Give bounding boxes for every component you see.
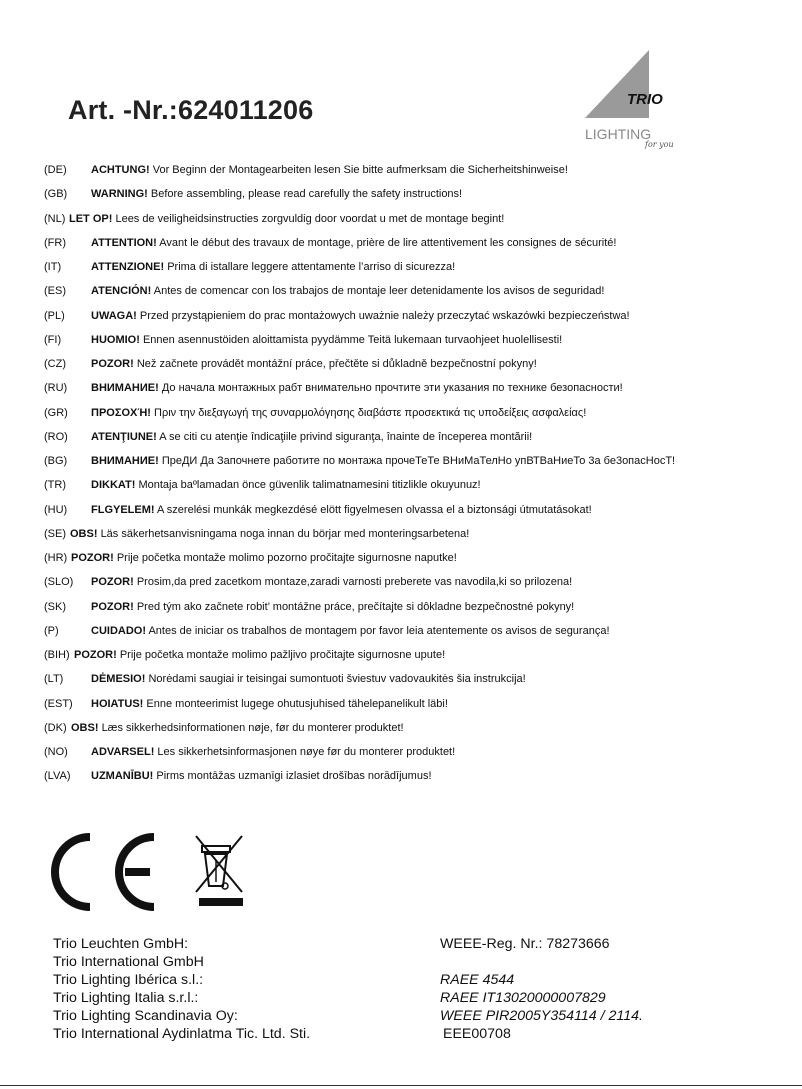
language-code: (P): [44, 624, 59, 637]
warning-text: [91, 595, 574, 619]
warning-body: Ennen asennustöiden aloittamista pyydämme Teitä lukemaan turvaohjeet huolellisesti!: [142, 333, 563, 346]
warning-body: Before assembling, please read carefully the safety instructions!: [150, 188, 463, 201]
company-name: Trio Lighting Scandinavia Oy:: [53, 1008, 238, 1024]
company-name: Trio Leuchten GmbH:: [53, 936, 189, 952]
language-code: (HR): [44, 552, 68, 564]
weee-crossed-bin-icon: [196, 836, 243, 906]
language-code: (BIH): [44, 649, 70, 661]
warning-text: [91, 667, 526, 691]
language-code: (GR): [44, 406, 68, 419]
warning-text: [91, 328, 562, 352]
trio-lighting-logo: [583, 50, 683, 152]
logo-tagline: LIGHTING: [585, 126, 652, 142]
registration-number: RAEE 4544: [440, 972, 515, 988]
warning-body: A szerelési munkák megkezdésé elött figyelmesen olvassa el a biztonsági útmutatásokat!: [157, 503, 592, 516]
language-code: (HU): [44, 503, 68, 516]
warning-label: FLGYELEM!: [91, 503, 155, 516]
warning-label: POZOR!: [71, 552, 114, 564]
warning-text: [69, 207, 504, 231]
language-code: (LT): [44, 673, 64, 686]
warning-row: [44, 182, 794, 206]
warning-label: ВНИМАНИЕ!: [91, 455, 159, 467]
warning-body: Než začnete provádět montážní práce, přečtěte si důkladně bezpečnostní pokyny!: [136, 358, 537, 370]
warning-row: [44, 546, 794, 570]
warning-body: Antes de comencar con los trabajos de montaje leer detenidamente los avisos de seguridad!: [153, 285, 605, 298]
warning-row: [44, 425, 794, 449]
language-code: (DK): [44, 721, 67, 734]
warning-label: UZMANĪBU!: [91, 770, 154, 783]
warning-label: HOIATUS!: [91, 697, 144, 710]
language-code: (ES): [44, 285, 66, 298]
warning-row: [44, 328, 794, 352]
warning-body: Les sikkerhetsinformasjonen nøye før du monterer produktet!: [157, 746, 456, 758]
warning-label: OBS!: [71, 721, 99, 734]
logo-slogan: for you: [645, 140, 674, 149]
warning-text: [91, 352, 537, 376]
warning-text: [70, 522, 469, 546]
warning-body: Avant le début des travaux de montage, prière de lire attentivement les consignes de sécurité!: [159, 236, 617, 249]
warning-body: Prije početka montaže molimo pozorno pročitajte sigurnosne naputke!: [116, 552, 457, 564]
warning-label: WARNING!: [91, 188, 148, 201]
warning-text: [91, 425, 532, 449]
warning-label: OBS!: [70, 527, 98, 540]
warning-body: Przed przystąpieniem do prac montażowych uważnie należy przeczytać wskazówki bezpieczeństwa!: [139, 309, 630, 322]
warning-body: Pirms montāžas uzmanīgi izlasiet drošības norādījumus!: [156, 770, 432, 783]
registration-number: RAEE IT13020000007829: [440, 990, 606, 1006]
warning-body: Prosim,da pred zacetkom montaze,zaradi varnosti preberete vas navodila,ki so prilozena!: [136, 576, 573, 589]
warning-label: HUOMIO!: [91, 333, 140, 346]
language-code: (LVA): [44, 770, 71, 783]
warning-row: [44, 473, 794, 497]
warning-label: POZOR!: [91, 358, 134, 370]
warning-body: До начала монтажных рабт внимательно прочтите эти указания по технике безопасности!: [161, 382, 623, 395]
language-code: (SLO): [44, 576, 74, 589]
language-code: (SK): [44, 600, 66, 613]
warning-text: [91, 158, 568, 182]
warning-row: [44, 498, 794, 522]
warning-row: [44, 643, 794, 667]
company-name: Trio International GmbH: [53, 954, 204, 970]
warning-text: [91, 401, 586, 425]
warning-body: Prije početka montaže molimo pažljivo pročitajte sigurnosne upute!: [119, 649, 446, 661]
warning-label: ATENŢIUNE!: [91, 430, 157, 443]
warning-row: [44, 667, 794, 691]
warning-row: [44, 449, 794, 473]
warning-text: [91, 449, 675, 473]
language-code: (EST): [44, 697, 73, 710]
registration-number: [440, 953, 643, 971]
registration-number: WEEE-Reg. Nr.: 78273666: [440, 936, 610, 952]
warning-body: Pred tým ako začnete robit’ montážne práce, prečítajte si dôkladne bezpečnostné pokyny!: [136, 600, 575, 613]
language-code: (NL): [44, 212, 66, 225]
company-list: [53, 935, 310, 1043]
warning-text: [74, 643, 445, 667]
warning-text: [71, 716, 404, 740]
language-code: (SE): [44, 527, 66, 540]
warning-row: [44, 522, 794, 546]
warning-text: [91, 692, 448, 716]
warning-label: ADVARSEL!: [91, 746, 155, 758]
warning-row: [44, 401, 794, 425]
warning-text: [91, 473, 481, 497]
warning-body: Prima di istallare leggere attentamente l’arriso di sicurezza!: [167, 261, 456, 273]
warning-row: [44, 764, 794, 788]
warning-text: [91, 279, 604, 303]
warning-label: ΠΡΟΣΟΧΉ!: [91, 406, 151, 419]
warning-label: POZOR!: [91, 600, 134, 613]
warning-text: [91, 619, 610, 643]
logo-brand: TRIO: [627, 91, 663, 108]
article-number: Art. -Nr.:624011206: [68, 95, 314, 125]
language-code: (NO): [44, 746, 68, 758]
company-name: Trio Lighting Italia s.r.l.:: [53, 990, 199, 1006]
warning-body: Norėdami saugiai ir teisingai sumontuoti šviestuv vadovaukitės šia instrukcija!: [148, 673, 526, 686]
language-code: (RU): [44, 382, 68, 395]
warning-row: [44, 619, 794, 643]
warning-body: Antes de iniciar os trabalhos de montagem por favor leia atentemente os avisos de segurança!: [148, 624, 610, 637]
warning-label: POZOR!: [74, 649, 117, 661]
company-name: Trio Lighting Ibérica s.l.:: [53, 972, 204, 988]
registration-number: EEE00708: [443, 1026, 511, 1042]
warning-label: CUIDADO!: [91, 624, 146, 637]
language-code: (TR): [44, 479, 66, 492]
language-code: (FI): [44, 333, 62, 346]
warning-label: POZOR!: [91, 576, 134, 589]
warning-text: [91, 182, 462, 206]
warning-row: [44, 740, 794, 764]
warning-row: [44, 304, 794, 328]
warning-body: Vor Beginn der Montagearbeiten lesen Sie bitte aufmerksam die Sicherheitshinweise!: [152, 164, 568, 176]
warning-text: [91, 304, 630, 328]
warning-text: [91, 255, 455, 279]
language-code: (GB): [44, 188, 68, 201]
footer-divider: [0, 1085, 802, 1086]
registration-number: WEEE PIR2005Y354114 / 2114.: [440, 1008, 643, 1024]
language-code: (DE): [44, 164, 67, 176]
warning-text: [91, 376, 623, 400]
warning-text: [91, 231, 616, 255]
warning-row: [44, 570, 794, 594]
language-code: (BG): [44, 455, 68, 467]
warning-row: [44, 595, 794, 619]
warning-row: [44, 158, 794, 182]
warning-label: ATENCIÓN!: [91, 285, 152, 298]
warning-body: Läs säkerhetsanvisningama noga innan du börjar med monteringsarbetena!: [100, 527, 470, 540]
warning-label: LET OP!: [69, 212, 113, 225]
warning-row: [44, 255, 794, 279]
language-code: (CZ): [44, 358, 66, 370]
language-code: (RO): [44, 430, 68, 443]
registration-list: [440, 935, 643, 1043]
warning-body: Lees de veiligheidsinstructies zorgvuldig door voordat u met de montage begint!: [115, 212, 505, 225]
ce-mark: [55, 837, 154, 907]
warning-body: ПреДИ Да Започнете работите по монтажа прочеТеТе ВНиМаТелНо упВТВаНиеТо 3а бе3опасНосТ!: [161, 455, 676, 467]
warning-text: [91, 740, 455, 764]
warning-label: ВНИМАНИЕ!: [91, 382, 159, 395]
warning-body: A se citi cu atenţie îndicaţiile privind siguranţa, înainte de începerea montării!: [159, 430, 533, 443]
warning-row: [44, 352, 794, 376]
company-name: Trio International Aydinlatma Tic. Ltd. Sti.: [53, 1026, 311, 1042]
certification-marks: [50, 832, 250, 912]
language-code: (FR): [44, 236, 66, 249]
warning-row: [44, 376, 794, 400]
warning-label: ATTENTION!: [91, 236, 157, 249]
warning-label: UWAGA!: [91, 309, 137, 322]
warning-text: [71, 546, 457, 570]
warning-text: [91, 498, 592, 522]
safety-warnings-list: [44, 158, 794, 789]
language-code: (IT): [44, 261, 62, 273]
warning-row: [44, 231, 794, 255]
warning-body: Montaja baºlamadan önce güvenlik talimatnamesini titizlikle okuyunuz!: [138, 479, 481, 492]
warning-body: Enne monteerimist lugege ohutusjuhised tähelepanelikult läbi!: [146, 697, 448, 710]
warning-body: Πριν την διεξαγωγή της συναρμολόγησης διαβάστε προσεκτικά τις υποδείξεις ασφαλείας!: [154, 406, 587, 419]
warning-text: [91, 764, 432, 788]
language-code: (PL): [44, 309, 65, 322]
warning-row: [44, 207, 794, 231]
warning-label: DĖMESIO!: [91, 673, 146, 686]
warning-row: [44, 716, 794, 740]
warning-row: [44, 279, 794, 303]
warning-label: DIKKAT!: [91, 479, 136, 492]
warning-row: [44, 692, 794, 716]
warning-label: ATTENZIONE!: [91, 261, 165, 273]
warning-text: [91, 570, 572, 594]
warning-body: Læs sikkerhedsinformationen nøje, før du monterer produktet!: [101, 721, 404, 734]
warning-label: ACHTUNG!: [91, 164, 150, 176]
